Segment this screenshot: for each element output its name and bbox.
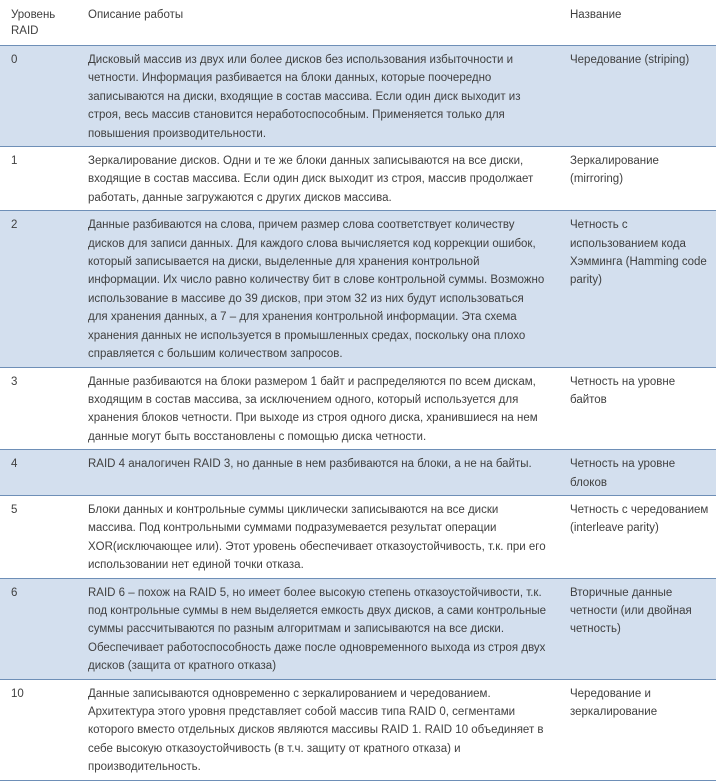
row-description: Блоки данных и контрольные суммы циклически записываются на все диски массива. Под контрольными суммами подразумевается результат операции XOR(исключающее или). Этот уровень обеспечивает отказоустойчивость, т.к. при его использовании нет единой точки отказа. [78, 495, 560, 578]
row-name: Вторичные данные четности (или двойная четность) [560, 578, 716, 679]
row-description: RAID 6 – похож на RAID 5, но имеет более высокую степень отказоустойчивости, т.к. под контрольные суммы в нем выделяется емкость двух дисков, а сами контрольные суммы рассчитываются по разным алгоритмам и записываются на все диски. Обеспечивает работоспособность даже после одновременного выхода из строя двух дисков (защита от кратного отказа) [78, 578, 560, 679]
table-row [0, 367, 716, 450]
table-row [0, 46, 716, 147]
row-level: 3 [0, 367, 78, 450]
table-row [0, 450, 716, 496]
table-row [0, 495, 716, 578]
table-header [0, 0, 716, 46]
row-name: Четность с чередованием (interleave parity) [560, 495, 716, 578]
row-name: Четность на уровне блоков [560, 450, 716, 496]
header-name: Название [560, 0, 716, 46]
row-name: Чередование и зеркалирование [560, 679, 716, 780]
row-level: 10 [0, 679, 78, 780]
header-row [0, 0, 716, 46]
row-description: Данные разбиваются на блоки размером 1 байт и распределяются по всем дискам, входящим в состав массива, за исключением одного, который используется для хранения блоков четности. При выходе из строя одного диска, хранившиеся на нем данные могут быть восстановлены с помощью диска четности. [78, 367, 560, 450]
row-name: Четность на уровне байтов [560, 367, 716, 450]
table-row [0, 679, 716, 780]
table-body [0, 46, 716, 781]
row-name: Зеркалирование (mirroring) [560, 147, 716, 211]
table-row [0, 211, 716, 367]
row-level: 6 [0, 578, 78, 679]
header-description: Описание работы [78, 0, 560, 46]
table-row [0, 578, 716, 679]
row-description: RAID 4 аналогичен RAID 3, но данные в нем разбиваются на блоки, а не на байты. [78, 450, 560, 496]
row-level: 5 [0, 495, 78, 578]
row-description: Данные разбиваются на слова, причем размер слова соответствует количеству дисков для записи данных. Для каждого слова вычисляется код коррекции ошибок, который записывается на диски, выделенные для хранения контрольной информации. Их число равно количеству бит в слове контрольной суммы. Возможно использование в массиве до 39 дисков, при этом 32 из них будут использоваться для хранения данных, а 7 – для хранения контрольной информации. Эта схема хранения данных не используется в промышленных средах, поскольку она плохо справляется с большим количеством запросов. [78, 211, 560, 367]
row-name: Четность с использованием кода Хэмминга (Hamming code parity) [560, 211, 716, 367]
row-description: Дисковый массив из двух или более дисков без использования избыточности и четности. Информация разбивается на блоки данных, которые поочередно записываются на диски, входящие в состав массива. Если один диск выходит из строя, весь массив становится неработоспособным. Применяется только для повышения производительности. [78, 46, 560, 147]
table-row [0, 147, 716, 211]
header-level: Уровень RAID [0, 0, 78, 46]
row-description: Данные записываются одновременно с зеркалированием и чередованием. Архитектура этого уровня представляет собой массив типа RAID 0, сегментами которого вместо отдельных дисков являются массивы RAID 1. RAID 10 объединяет в себе высокую отказоустойчивость (в т.ч. защиту от кратного отказа) и производительность. [78, 679, 560, 780]
row-description: Зеркалирование дисков. Одни и те же блоки данных записываются на все диски, входящие в состав массива. Если один диск выходит из строя, массив продолжает работать, данные загружаются с других дисков массива. [78, 147, 560, 211]
row-name: Чередование (striping) [560, 46, 716, 147]
row-level: 1 [0, 147, 78, 211]
row-level: 4 [0, 450, 78, 496]
row-level: 0 [0, 46, 78, 147]
row-level: 2 [0, 211, 78, 367]
